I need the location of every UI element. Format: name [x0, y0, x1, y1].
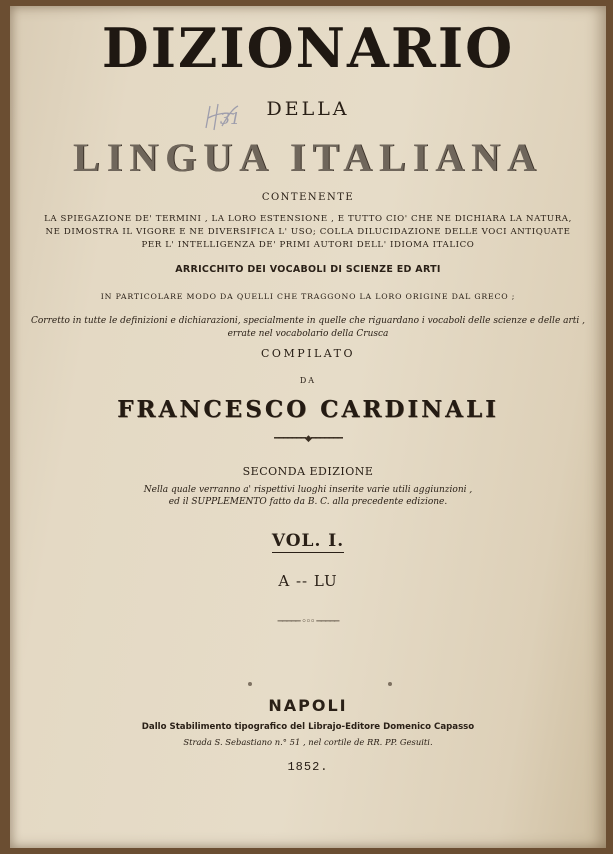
- svg-text:31: 31: [220, 109, 241, 128]
- publication-city: NAPOLI: [268, 696, 348, 715]
- title-page: [10, 6, 606, 848]
- da-label: DA: [299, 376, 317, 385]
- description-line-2: NE DIMOSTRA IL VIGORE E NE DIVERSIFICA L' USO; COLLA DILUCIDAZIONE DELLE VOCI ANTIQUATE: [45, 227, 571, 237]
- divider-ornament: ━━━━━━━◆━━━━━━━: [274, 434, 342, 444]
- bottom-divider-ornament: ───── ◦◦◦ ─────: [277, 617, 339, 627]
- edition-note-line-2: ed il SUPPLEMENTO fatto da B. C. alla precedente edizione.: [168, 497, 448, 507]
- edition-label: SECONDA EDIZIONE: [242, 465, 374, 478]
- volume-label: [10, 531, 606, 551]
- particolare-line: IN PARTICOLARE MODO DA QUELLI CHE TRAGGONO LA LORO ORIGINE DAL GRECO ;: [100, 292, 516, 301]
- title-della: DELLA: [266, 98, 350, 120]
- punch-hole: [388, 682, 392, 686]
- description-line-1: LA SPIEGAZIONE DE' TERMINI , LA LORO ESTENSIONE , E TUTTO CIO' CHE NE DICHIARA LA NATURA,: [44, 214, 572, 224]
- description-line-3: PER L' INTELLIGENZA DE' PRIMI AUTORI DELL' IDIOMA ITALICO: [141, 240, 475, 250]
- punch-hole: [248, 682, 252, 686]
- corretto-line-1: Corretto in tutte le definizioni e dichiarazioni, specialmente in quelle che riguardano i vocaboli delle scienze e delle arti ,: [30, 316, 586, 326]
- corretto-line-2: errate nel vocabolario della Crusca: [227, 329, 389, 339]
- arricchito-line: ARRICCHITO DEI VOCABOLI DI SCIENZE ED ARTI: [175, 264, 441, 275]
- book-title: DIZIONARIO: [101, 16, 515, 80]
- compilato-label: COMPILATO: [261, 347, 355, 360]
- printer-address: Strada S. Sebastiano n.° 51 , nel cortile de RR. PP. Gesuiti.: [183, 737, 433, 747]
- publication-year: 1852.: [287, 760, 329, 774]
- volume-text: VOL. I.: [271, 531, 345, 551]
- edition-note-line-1: Nella quale verranno a' rispettivi luoghi inserite varie utili aggiunzioni ,: [143, 485, 473, 495]
- author-name: FRANCESCO CARDINALI: [117, 396, 499, 423]
- contenente-label: CONTENENTE: [261, 192, 355, 203]
- printer-line: Dallo Stabilimento tipografico del Librajo-Editore Domenico Capasso: [141, 722, 475, 732]
- book-subtitle: LINGUA ITALIANA: [73, 135, 543, 180]
- volume-range: A -- LU: [278, 572, 338, 590]
